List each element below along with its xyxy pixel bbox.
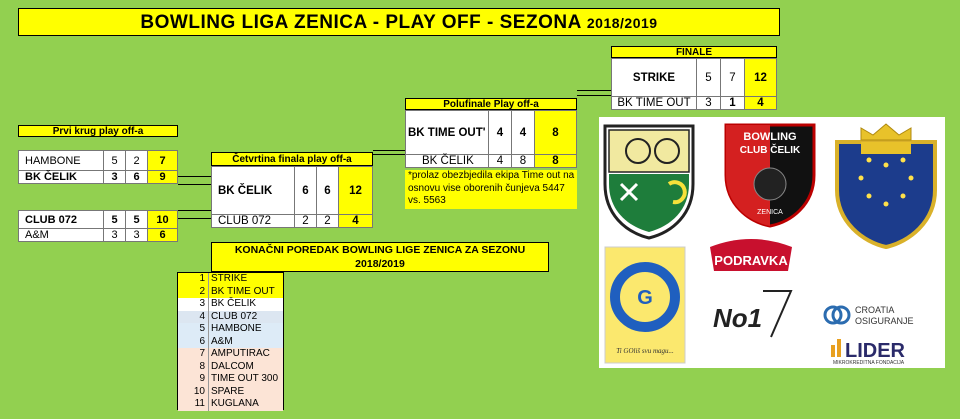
game-score: 3 [697, 97, 721, 110]
lider-logo-text: LIDER [845, 340, 905, 362]
bracket-line [577, 90, 611, 91]
standings-row [178, 298, 283, 311]
table-row [612, 59, 777, 97]
bracket-line [373, 150, 405, 151]
game-score: 4 [489, 155, 512, 168]
standings-team: CLUB 072 [208, 311, 283, 324]
standings-position: 4 [199, 310, 205, 322]
game-score: 3 [126, 229, 148, 242]
table-row [19, 151, 178, 171]
table-row [406, 111, 577, 155]
standings-position: 9 [199, 373, 205, 384]
team-name: HAMBONE [19, 151, 104, 171]
standings-position: 6 [199, 335, 205, 347]
game-score: 5 [126, 211, 148, 229]
standings-row [178, 373, 283, 386]
standings-row [178, 386, 283, 399]
podravka-logo-text: PODRAVKA [714, 253, 788, 268]
game-score: 3 [104, 171, 126, 184]
total-score: 7 [148, 151, 178, 171]
go-tagline: Ti GOliš svu magu... [616, 347, 674, 355]
bracket-line [178, 184, 211, 185]
game-score: 5 [104, 151, 126, 171]
standings-team: SPARE [208, 386, 283, 399]
bracket-line [178, 176, 211, 177]
game-score: 1 [721, 97, 745, 110]
celik-logo-text: ZENICA [757, 209, 783, 216]
no1-logo-text: No1 [713, 303, 763, 333]
standings-row [178, 336, 283, 349]
quarter-header: Četvrtina finala play off-a [211, 152, 373, 166]
standings-row [178, 398, 283, 411]
standings-list [177, 272, 284, 410]
standings-position: 10 [193, 385, 205, 397]
standings-position: 11 [194, 398, 205, 409]
total-score: 12 [339, 167, 373, 215]
team-name: BK ČELIK [406, 155, 489, 168]
final-table [611, 58, 777, 110]
team-name: BK ČELIK [19, 171, 104, 184]
total-score: 4 [745, 97, 777, 110]
standings-row [178, 323, 283, 336]
total-score: 8 [535, 155, 577, 168]
table-row [19, 171, 178, 184]
game-score: 2 [126, 151, 148, 171]
game-score: 7 [721, 59, 745, 97]
table-row [212, 167, 373, 215]
croatia-osiguranje-logo [821, 301, 933, 329]
team-name: BK TIME OUT' [406, 111, 489, 155]
round1-match1-table [18, 150, 178, 184]
bracket-line [178, 218, 211, 219]
game-score: 6 [317, 167, 339, 215]
bracket-line [373, 154, 405, 155]
table-row [406, 155, 577, 168]
standings-row [178, 311, 283, 324]
total-score: 8 [535, 111, 577, 155]
zdk-canton-crest-logo [831, 120, 941, 250]
game-score: 5 [104, 211, 126, 229]
team-name: BK ČELIK [212, 167, 295, 215]
game-score: 6 [126, 171, 148, 184]
table-row [612, 97, 777, 110]
svg-text:G: G [637, 287, 653, 309]
final-header: FINALE [611, 46, 777, 58]
celik-logo-text: CLUB ČELIK [739, 145, 801, 156]
game-score: 2 [317, 215, 339, 228]
standings-row [178, 286, 283, 299]
standings-row [178, 273, 283, 286]
semi-header: Polufinale Play off-a [405, 98, 577, 110]
game-score: 5 [697, 59, 721, 97]
standings-position: 1 [199, 273, 205, 284]
tiebreak-note: *prolaz obezbjedila ekipa Time out na osnovu vise oborenih čunjeva 5447 vs. 5563 [405, 170, 577, 209]
quarter-table [211, 166, 373, 228]
bracket-line [577, 95, 611, 96]
standings-position: 5 [199, 323, 205, 334]
game-score: 2 [295, 215, 317, 228]
total-score: 9 [148, 171, 178, 184]
zenica-crest-logo [601, 122, 697, 240]
standings-team: HAMBONE [208, 323, 283, 336]
total-score: 12 [745, 59, 777, 97]
game-score: 4 [489, 111, 512, 155]
podravka-logo [704, 231, 798, 275]
standings-team: KUGLANA [208, 398, 283, 411]
team-name: STRIKE [612, 59, 697, 97]
standings-position: 8 [199, 360, 205, 372]
standings-row [178, 361, 283, 374]
standings-team: TIME OUT 300 [208, 373, 283, 386]
team-name: A&M [19, 229, 104, 242]
table-row [19, 229, 178, 242]
celik-logo-text: BOWLING [743, 131, 797, 143]
bowling-club-celik-logo [721, 120, 819, 228]
total-score: 4 [339, 215, 373, 228]
standings-team: DALCOM [208, 361, 283, 374]
croatia-logo-text: CROATIA [855, 305, 895, 315]
bracket-line [178, 210, 211, 211]
standings-header: KONAČNI POREDAK BOWLING LIGE ZENICA ZA SEZONU 2018/2019 [211, 242, 549, 272]
semi-table [405, 110, 577, 168]
standings-team: BK ČELIK [208, 298, 283, 311]
standings-team: A&M [208, 336, 283, 349]
game-score: 4 [512, 111, 535, 155]
lider-logo [827, 329, 927, 365]
total-score: 6 [148, 229, 178, 242]
standings-position: 3 [199, 298, 205, 309]
team-name: BK TIME OUT [612, 97, 697, 110]
standings-team: STRIKE [208, 273, 283, 286]
page-title: BOWLING LIGA ZENICA - PLAY OFF - SEZONA 2018/2019 [18, 8, 780, 36]
go-sponsor-logo [603, 245, 687, 365]
round1-match2-table [18, 210, 178, 242]
team-name: CLUB 072 [19, 211, 104, 229]
table-row [19, 211, 178, 229]
lider-logo-subtext: MIKROKREDITNA FONDACIJA [833, 360, 905, 365]
standings-position: 2 [199, 285, 205, 297]
croatia-logo-text: OSIGURANJE [855, 316, 914, 326]
game-score: 3 [104, 229, 126, 242]
standings-team: AMPUTIRAC [208, 348, 283, 361]
table-row [212, 215, 373, 228]
team-name: CLUB 072 [212, 215, 295, 228]
game-score: 6 [295, 167, 317, 215]
standings-row [178, 348, 283, 361]
no1-logo [705, 285, 797, 341]
sponsor-logos-panel [599, 117, 945, 368]
standings-position: 7 [199, 348, 205, 359]
standings-team: BK TIME OUT [208, 286, 283, 299]
round1-header: Prvi krug play off-a [18, 125, 178, 137]
total-score: 10 [148, 211, 178, 229]
game-score: 8 [512, 155, 535, 168]
